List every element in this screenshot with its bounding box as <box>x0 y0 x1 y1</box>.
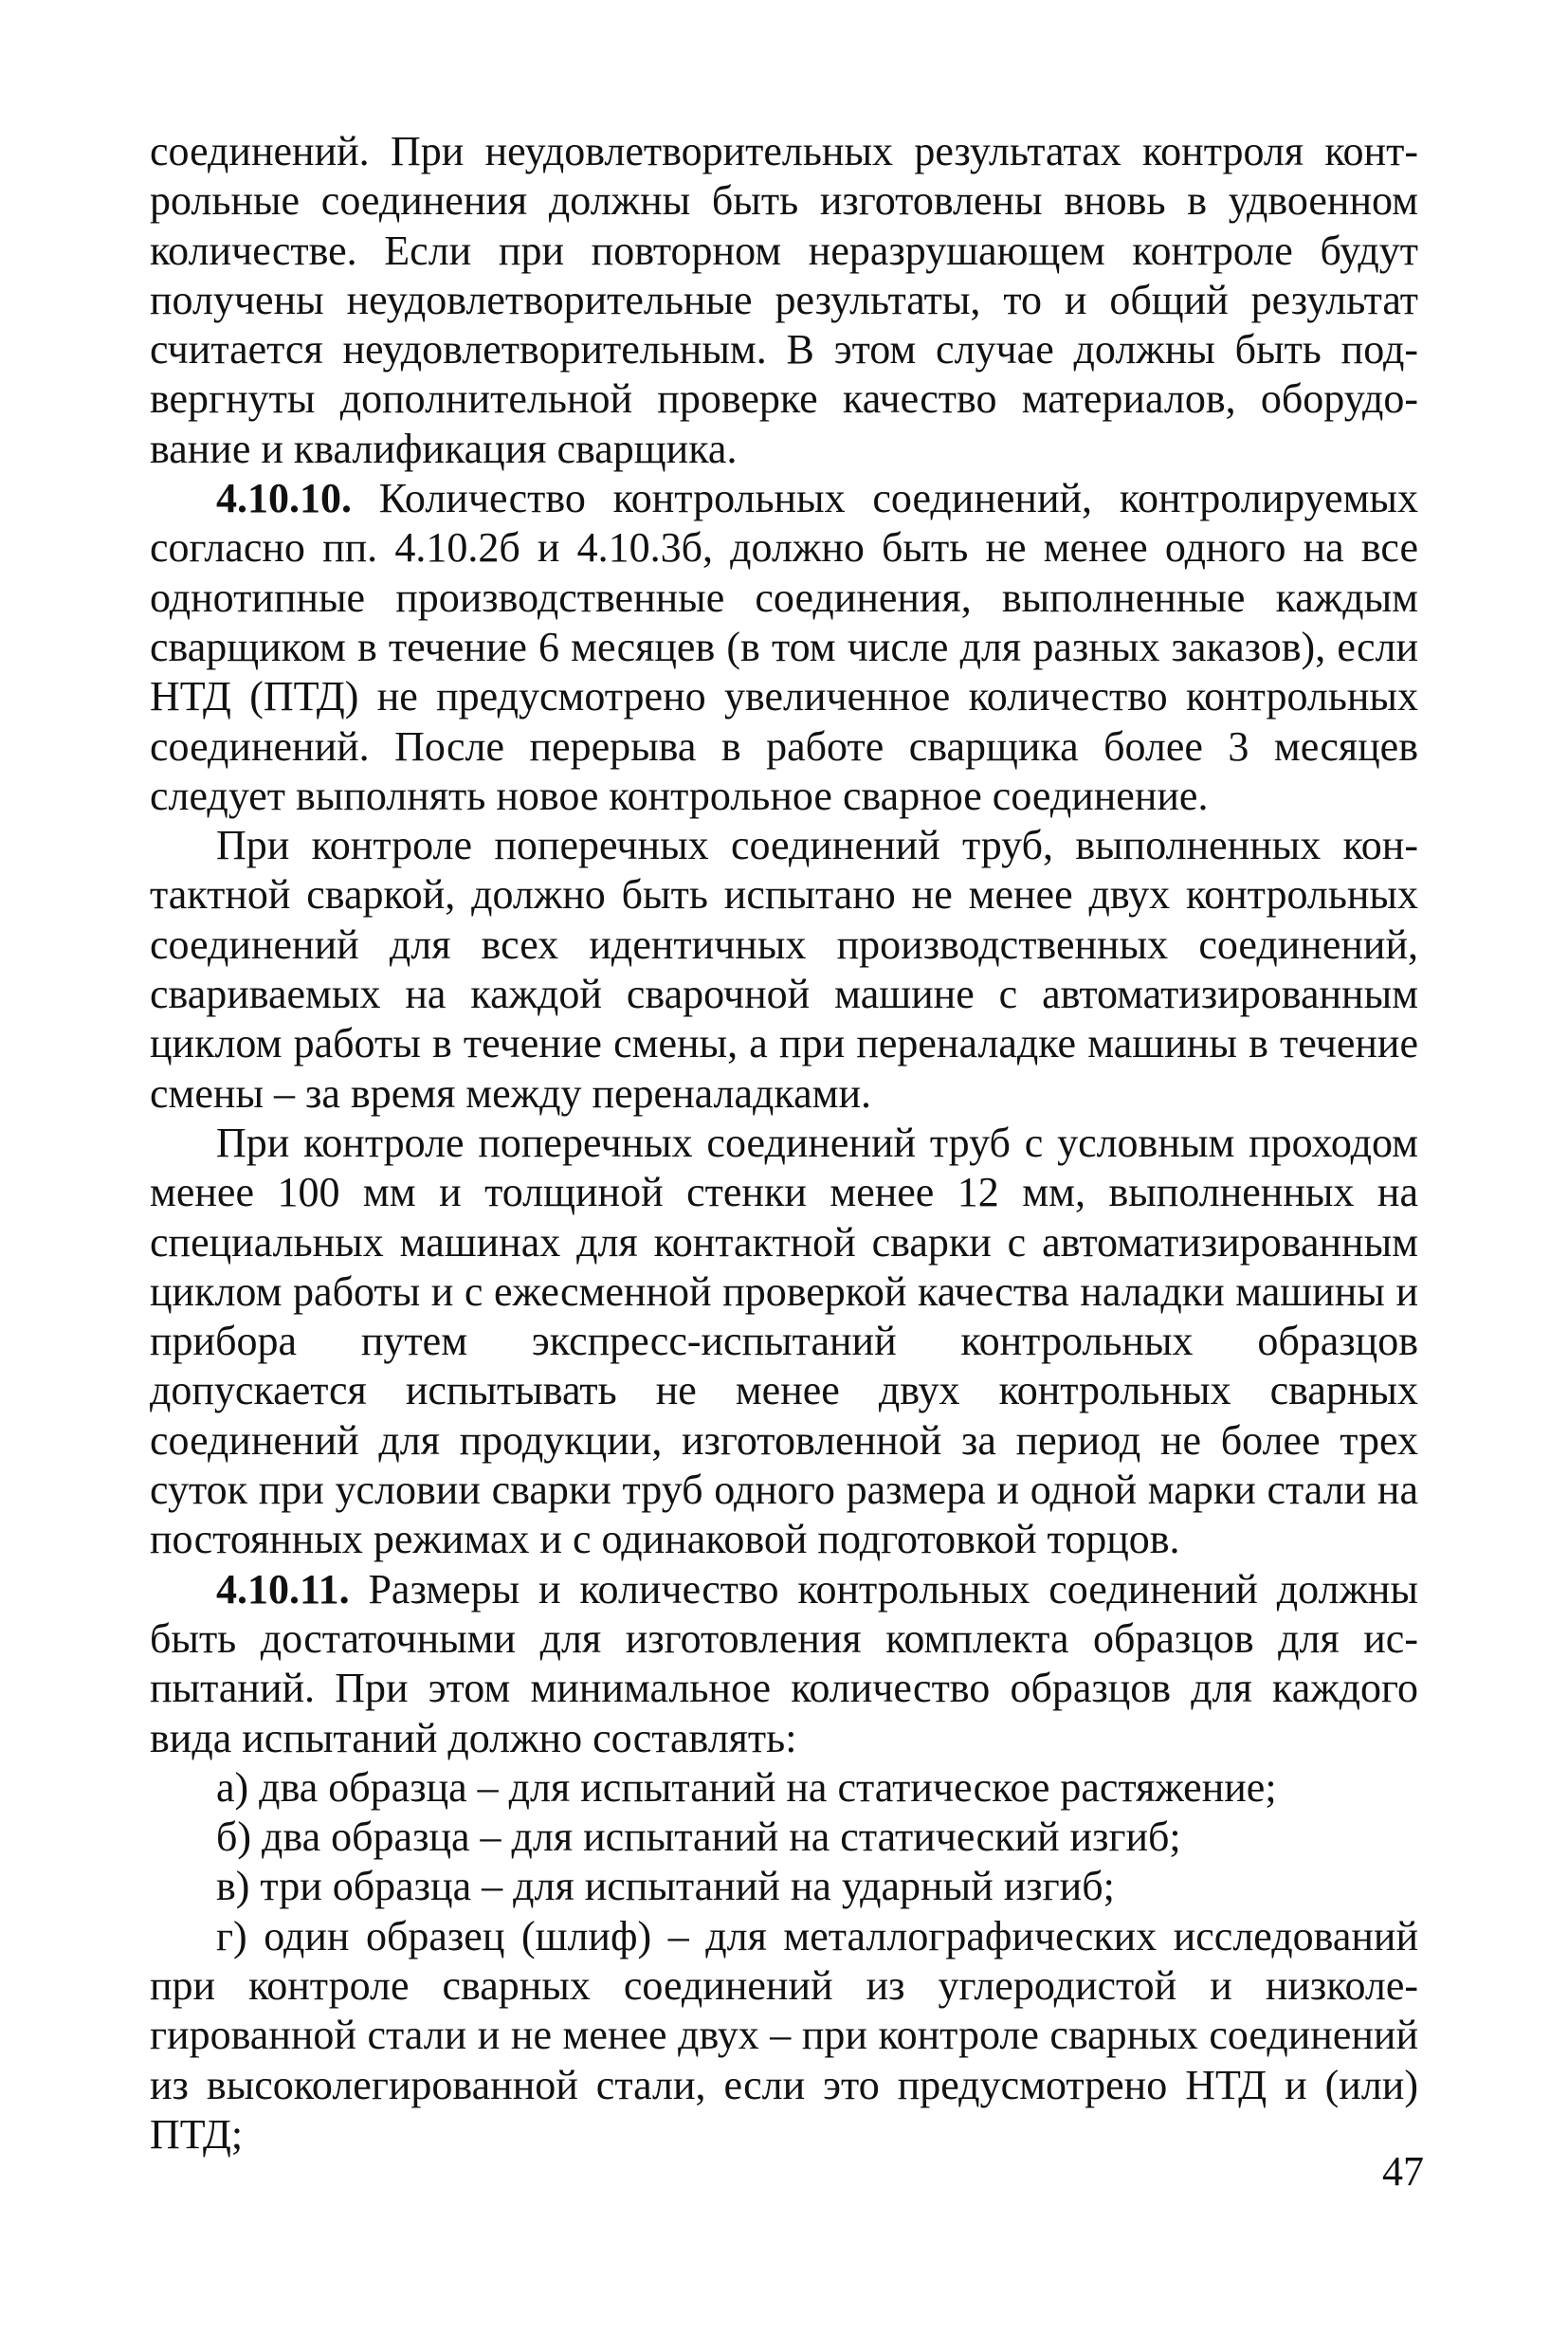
paragraph-continuation <box>150 127 1418 474</box>
paragraph-4-10-11 <box>150 1565 1418 1763</box>
paragraph-text: При контроле поперечных соединений труб с условным проходом менее 100 мм и толщиной стенки менее 12 мм, выполненных на специальных машинах для контактной сварки с автоматизированным циклом работы и с ежесменной проверкой качества наладки машины и прибора путем экспресс-испытаний контрольных образцов допускается испытывать не менее двух контрольных сварных соединений для продукции, изготовленной за период не более трех суток при условии сварки труб одного размера и одной марки стали на постоянных режимах и с одинаковой подготовкой торцов. <box>150 1119 1418 1563</box>
clause-number: 4.10.11. <box>216 1565 350 1613</box>
list-item-b <box>150 1813 1418 1862</box>
page-number: 47 <box>1382 2148 1424 2195</box>
clause-number: 4.10.10. <box>216 475 352 522</box>
list-item-g <box>150 1912 1418 2160</box>
list-item-text: г) один образец (шлиф) – для металлографических исследований при контроле сварных соединений из углеродистой и низколегированной стали и не менее двух – при контроле сварных соединений из высоколегированной стали, если это предусмотрено НТД и (или) ПТД; <box>150 1912 1418 2158</box>
list-item-v <box>150 1862 1418 1911</box>
paragraph-small-pipes <box>150 1119 1418 1565</box>
paragraph-text: При контроле поперечных соединений труб, выполненных контактной сваркой, должно быть испытано не менее двух контрольных соединений для всех идентичных производственных соединений, свариваемых на каждой сварочной машине с автоматизированным циклом работы в течение смены, а при переналадке машины в течение смены – за время между переналадками. <box>150 822 1418 1117</box>
list-item-a <box>150 1763 1418 1813</box>
list-item-text: а) два образца – для испытаний на статическое растяжение; <box>216 1763 1277 1811</box>
list-item-text: б) два образца – для испытаний на статический изгиб; <box>216 1813 1181 1861</box>
body-text <box>150 127 1418 2160</box>
list-item-text: в) три образца – для испытаний на ударный изгиб; <box>216 1863 1115 1910</box>
paragraph-text: Размеры и количество контрольных соединений должны быть достаточными для изготовления комплекта образцов для испытаний. При этом минимальное количество образцов для каждого вида испытаний должно составлять: <box>150 1565 1418 1761</box>
paragraph-4-10-10 <box>150 474 1418 821</box>
paragraph-contact-welding <box>150 821 1418 1119</box>
paragraph-text: соединений. При неудовлетворительных результатах контроля контрольные соединения должны быть изготовлены вновь в удвоенном количестве. Если при повторном неразрушающем контроле будут получены неудовлетворительные результаты, то и общий результат считается неудовлетворительным. В этом случае должны быть подвергнуты дополнительной проверке качество материалов, оборудование и квалификация сварщика. <box>150 128 1418 472</box>
paragraph-text: Количество контрольных соединений, контролируемых согласно пп. 4.10.2б и 4.10.3б, должно быть не менее одного на все однотипные производственные соединения, выполненные каждым сварщиком в течение 6 месяцев (в том числе для разных заказов), если НТД (ПТД) не предусмотрено увеличенное количество контрольных соединений. После перерыва в работе сварщика более 3 месяцев следует выполнять новое контрольное сварное соединение. <box>150 475 1418 819</box>
